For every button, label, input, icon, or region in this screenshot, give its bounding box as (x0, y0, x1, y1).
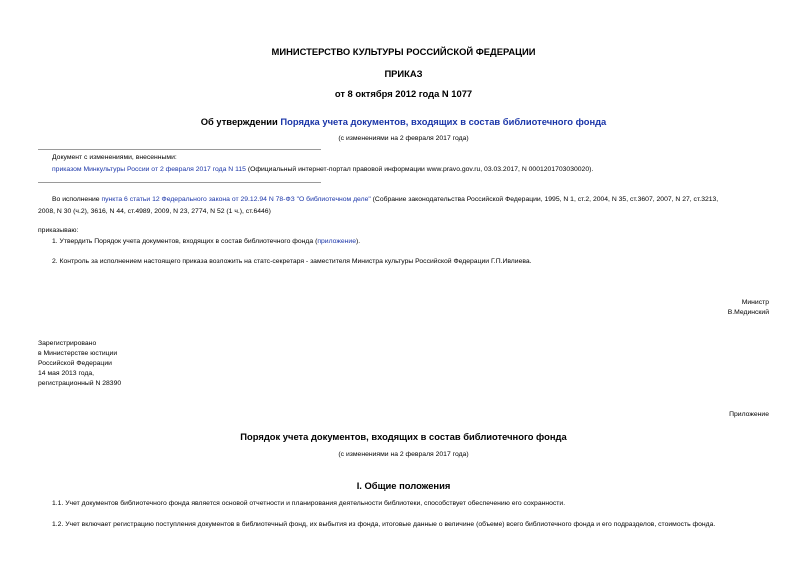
changes-note-rest: (Официальный интернет-портал правовой информации www.pravo.gov.ru, 03.03.2017, N 0001201703030020). (245, 166, 594, 173)
preamble-line2: 2008, N 30 (ч.2), 3616, N 44, ст.4989, 2009, N 23, 2774, N 52 (1 ч.), ст.6446) (38, 208, 271, 215)
ministry-heading: МИНИСТЕРСТВО КУЛЬТУРЫ РОССИЙСКОЙ ФЕДЕРАЦИИ (271, 46, 536, 57)
doc-type-heading: ПРИКАЗ (384, 68, 423, 79)
changes-note-line1: Документ с изменениями, внесенными: (52, 154, 177, 161)
preamble-prefix: Во исполнение (52, 196, 102, 203)
appendix-title: Порядок учета документов, входящих в состав библиотечного фонда (240, 431, 567, 442)
appendix-link[interactable]: приложение (317, 238, 357, 245)
preamble-line1 (52, 196, 718, 203)
signature-position: Министр (741, 299, 769, 306)
date-number-heading: от 8 октября 2012 года N 1077 (334, 88, 473, 99)
order-amendments: (с изменениями на 2 февраля 2017 года) (338, 135, 469, 142)
changes-note-link[interactable]: приказом Минкультуры России от 2 февраля 2017 года N 115 (52, 166, 246, 173)
divider-top (38, 149, 321, 150)
changes-note-line2 (52, 166, 593, 173)
appendix-amendments: (с изменениями на 2 февраля 2017 года) (338, 451, 469, 458)
order-item-1 (52, 238, 360, 245)
registration-line: в Министерстве юстиции (38, 350, 118, 357)
preamble-rest: (Собрание законодательства Российской Федерации, 1995, N 1, ст.2, 2004, N 35, ст.3607, 2007, N 27, ст.3213, (370, 196, 719, 203)
divider-bottom (38, 182, 321, 183)
registration-block (38, 339, 121, 389)
registration-line: 14 мая 2013 года, (38, 370, 95, 377)
registration-line: Зарегистрировано (38, 340, 97, 347)
prikazyvayu-text: приказываю: (38, 227, 79, 234)
order-item-1-prefix: 1. Утвердить Порядок учета документов, входящих в состав библиотечного фонда ( (52, 238, 318, 245)
paragraph-1-2: 1.2. Учет включает регистрацию поступления документов в библиотечный фонд, их выбытия из фонда, итоговые данные о величине (объеме) всего библиотечного фонда и его подразделов, стоимость фонда. (52, 521, 716, 528)
signature-name: В.Мединский (727, 309, 769, 316)
order-item-1-suffix: ). (356, 238, 361, 245)
preamble-law-link[interactable]: пункта 6 статьи 12 Федерального закона от 29.12.94 N 78-ФЗ "О библиотечном деле" (101, 196, 371, 203)
registration-line: Российской Федерации (38, 360, 112, 367)
section-heading: I. Общие положения (356, 480, 451, 491)
paragraph-1-1: 1.1. Учет документов библиотечного фонда является основой отчетности и планирования деятельности библиотеки, способствует обеспечению его сохранности. (52, 500, 566, 507)
registration-line: регистрационный N 28390 (38, 380, 122, 387)
appendix-label: Приложение (729, 411, 769, 418)
order-title-prefix: Об утверждении (200, 116, 281, 127)
order-item-2: 2. Контроль за исполнением настоящего приказа возложить на статс-секретаря - заместителя Министра культуры Российской Федерации Г.П.Ивлиева. (52, 258, 532, 265)
order-title (0, 116, 807, 127)
order-title-link[interactable]: Порядка учета документов, входящих в состав библиотечного фонда (280, 116, 607, 127)
